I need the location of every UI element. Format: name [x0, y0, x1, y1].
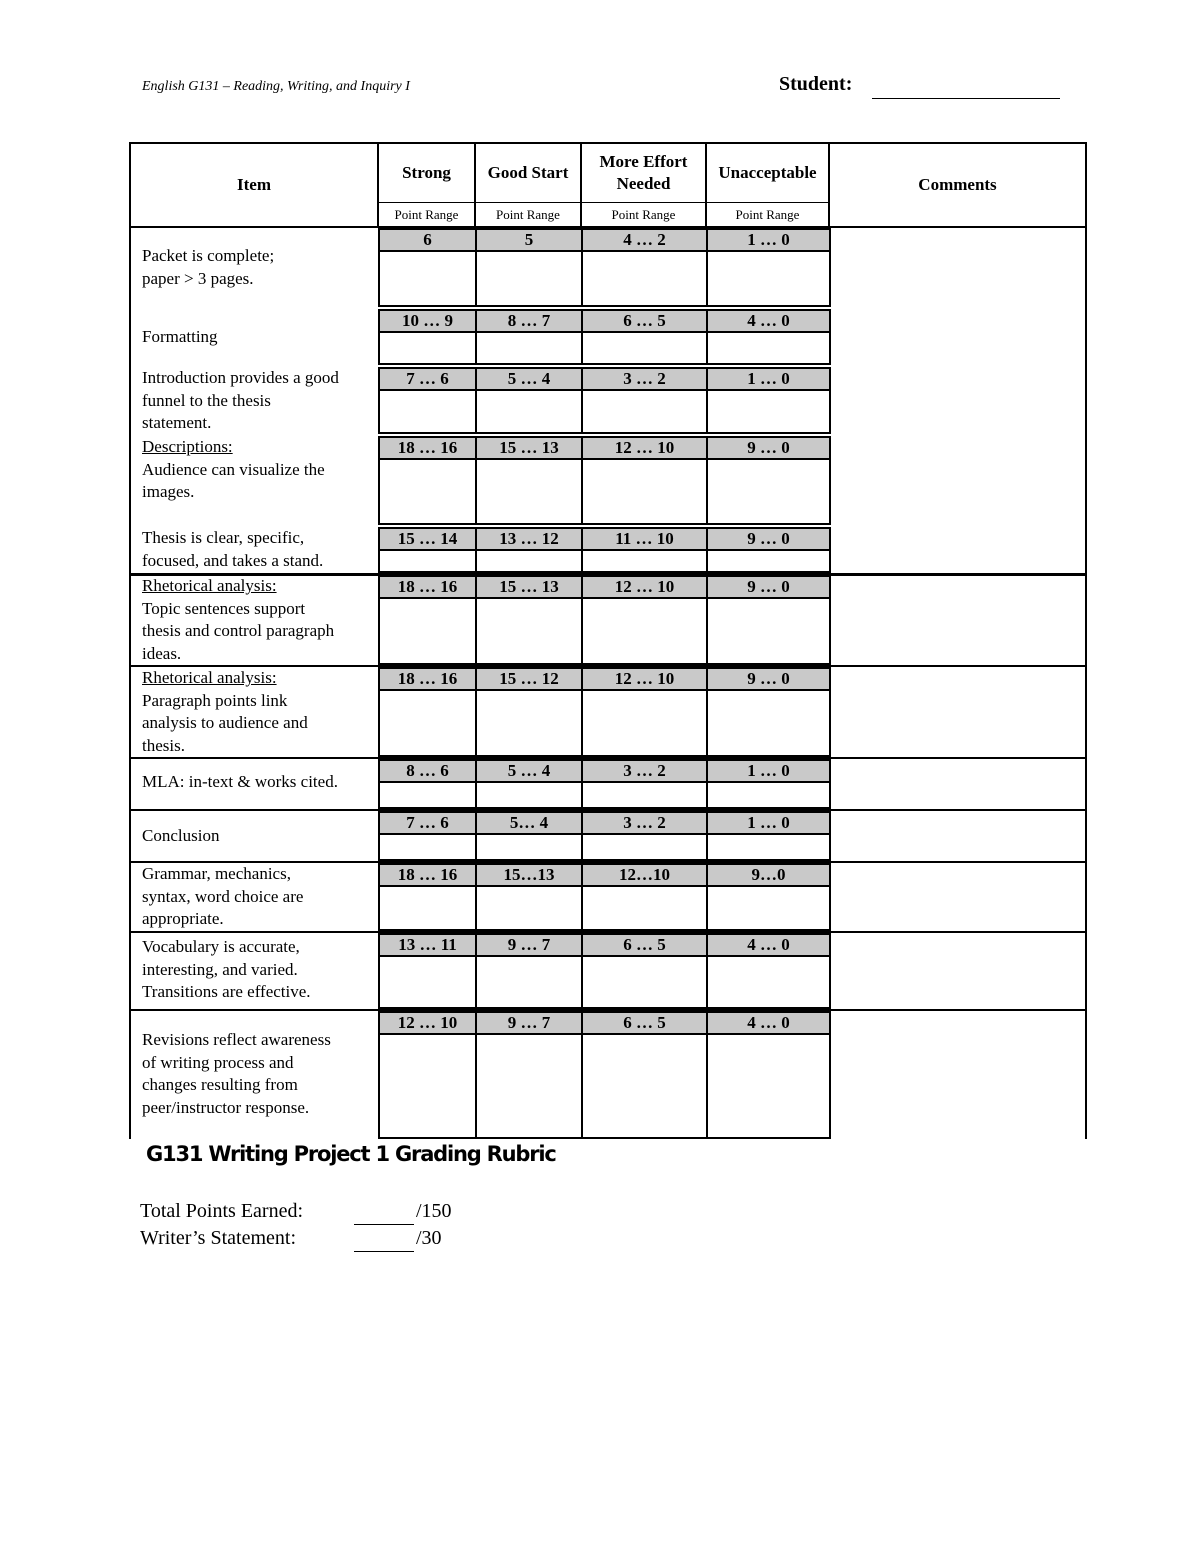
rubric-item	[142, 367, 377, 435]
score-range: 13 … 12	[475, 527, 583, 551]
score-range: 18 … 16	[378, 436, 477, 460]
total-points-blank[interactable]	[354, 1200, 414, 1225]
score-entry-cell[interactable]	[581, 458, 708, 525]
score-entry-cell[interactable]	[475, 389, 583, 434]
score-range: 4 … 2	[581, 228, 708, 252]
score-entry-cell[interactable]	[475, 458, 583, 525]
student-label: Student:	[779, 73, 853, 95]
score-range: 18 … 16	[378, 667, 477, 691]
score-entry-cell[interactable]	[378, 833, 477, 861]
score-range: 15 … 14	[378, 527, 477, 551]
score-range: 12 … 10	[581, 667, 708, 691]
score-entry-cell[interactable]	[378, 389, 477, 434]
rubric-item	[142, 863, 377, 931]
rubric-item	[142, 771, 377, 794]
score-range: 4 … 0	[706, 1011, 831, 1035]
score-range: 8 … 7	[475, 309, 583, 333]
score-range: 11 … 10	[581, 527, 708, 551]
score-range: 1 … 0	[706, 367, 831, 391]
total-points-row	[140, 1200, 452, 1223]
rubric-item-text: Paragraph points link analysis to audience and thesis.	[142, 690, 308, 755]
score-entry-cell[interactable]	[581, 389, 708, 434]
score-entry-cell[interactable]	[475, 250, 583, 307]
score-range: 9 … 7	[475, 1011, 583, 1035]
rubric-item-text: Thesis is clear, specific, focused, and takes a stand.	[142, 528, 324, 570]
header-strong: Strong	[402, 163, 451, 182]
score-range: 12 … 10	[581, 575, 708, 599]
rubric-item-text: Audience can visualize the images.	[142, 459, 325, 501]
rubric-item-heading: Rhetorical analysis:	[142, 576, 277, 595]
score-range: 4 … 0	[706, 309, 831, 333]
rubric-item	[142, 245, 377, 290]
score-entry-cell[interactable]	[706, 833, 831, 861]
score-range: 12 … 10	[581, 436, 708, 460]
score-entry-cell[interactable]	[475, 549, 583, 573]
score-range: 15 … 13	[475, 575, 583, 599]
score-entry-cell[interactable]	[581, 885, 708, 931]
score-range: 1 … 0	[706, 811, 831, 835]
writers-statement-max: /30	[416, 1227, 442, 1249]
score-range: 15 … 12	[475, 667, 583, 691]
score-entry-cell[interactable]	[378, 1033, 477, 1139]
score-range: 5	[475, 228, 583, 252]
score-entry-cell[interactable]	[706, 331, 831, 365]
score-entry-cell[interactable]	[706, 1033, 831, 1139]
score-entry-cell[interactable]	[581, 1033, 708, 1139]
header-unacceptable: Unacceptable	[718, 163, 817, 182]
rubric-item	[142, 1029, 377, 1119]
rubric-item-text: Packet is complete; paper > 3 pages.	[142, 246, 275, 288]
score-entry-cell[interactable]	[706, 549, 831, 573]
score-range: 18 … 16	[378, 863, 477, 887]
score-range: 7 … 6	[378, 811, 477, 835]
score-entry-cell[interactable]	[378, 250, 477, 307]
score-range: 5… 4	[475, 811, 583, 835]
score-range: 3 … 2	[581, 367, 708, 391]
rubric-item-heading: Rhetorical analysis:	[142, 668, 277, 687]
score-entry-cell[interactable]	[581, 250, 708, 307]
score-range: 3 … 2	[581, 811, 708, 835]
score-range: 9…0	[706, 863, 831, 887]
score-entry-cell[interactable]	[706, 458, 831, 525]
score-entry-cell[interactable]	[581, 549, 708, 573]
header-comments: Comments	[918, 175, 997, 194]
writers-statement-blank[interactable]	[354, 1227, 414, 1252]
score-range: 1 … 0	[706, 228, 831, 252]
score-entry-cell[interactable]	[378, 331, 477, 365]
score-entry-cell[interactable]	[706, 781, 831, 809]
total-points-label: Total Points Earned:	[140, 1200, 304, 1222]
rubric-item-text: Grammar, mechanics, syntax, word choice are appropriate.	[142, 864, 304, 928]
score-entry-cell[interactable]	[581, 689, 708, 757]
score-entry-cell[interactable]	[378, 885, 477, 931]
rubric-item-text: Formatting	[142, 327, 218, 346]
score-range: 3 … 2	[581, 759, 708, 783]
score-entry-cell[interactable]	[581, 833, 708, 861]
rubric-item-text: Vocabulary is accurate, interesting, and varied. Transitions are effective.	[142, 937, 311, 1001]
score-range: 4 … 0	[706, 933, 831, 957]
score-entry-cell[interactable]	[378, 597, 477, 665]
score-range: 9 … 7	[475, 933, 583, 957]
score-range: 15…13	[475, 863, 583, 887]
score-range: 8 … 6	[378, 759, 477, 783]
score-range: 12 … 10	[378, 1011, 477, 1035]
score-entry-cell[interactable]	[475, 955, 583, 1009]
score-range: 1 … 0	[706, 759, 831, 783]
score-range: 6 … 5	[581, 309, 708, 333]
table-border-left	[129, 142, 131, 1139]
score-entry-cell[interactable]	[706, 885, 831, 931]
score-entry-cell[interactable]	[706, 389, 831, 434]
score-entry-cell[interactable]	[475, 833, 583, 861]
rubric-item-text: Revisions reflect awareness of writing process and changes resulting from peer/instructor response.	[142, 1030, 331, 1117]
score-entry-cell[interactable]	[706, 955, 831, 1009]
rubric-item-text: Introduction provides a good funnel to the thesis statement.	[142, 368, 339, 432]
writers-statement-row	[140, 1227, 442, 1250]
score-range: 18 … 16	[378, 575, 477, 599]
score-entry-cell[interactable]	[475, 597, 583, 665]
score-range: 7 … 6	[378, 367, 477, 391]
point-range-label: Point Range	[394, 207, 459, 222]
score-range: 10 … 9	[378, 309, 477, 333]
rubric-item	[142, 667, 377, 757]
header-more-effort: More Effort Needed	[599, 152, 688, 193]
rubric-item-heading: Descriptions:	[142, 437, 233, 456]
rubric-item-text: MLA: in-text & works cited.	[142, 772, 338, 791]
rubric-item	[142, 825, 377, 848]
score-entry-cell[interactable]	[581, 597, 708, 665]
course-title: English G131 – Reading, Writing, and Inquiry I	[142, 79, 410, 94]
score-entry-cell[interactable]	[706, 250, 831, 307]
score-range: 15 … 13	[475, 436, 583, 460]
rubric-item-text: Topic sentences support thesis and control paragraph ideas.	[142, 598, 335, 663]
rubric-item	[142, 436, 377, 504]
score-range: 6	[378, 228, 477, 252]
point-range-label: Point Range	[611, 207, 676, 222]
score-range: 12…10	[581, 863, 708, 887]
score-entry-cell[interactable]	[706, 689, 831, 757]
score-range: 13 … 11	[378, 933, 477, 957]
score-entry-cell[interactable]	[378, 955, 477, 1009]
writers-statement-label: Writer’s Statement:	[140, 1227, 297, 1249]
score-range: 6 … 5	[581, 933, 708, 957]
header-item: Item	[237, 175, 271, 194]
rubric-item	[142, 326, 377, 349]
rubric-item	[142, 575, 377, 665]
student-name-blank[interactable]	[872, 98, 1060, 99]
score-entry-cell[interactable]	[378, 689, 477, 757]
score-range: 6 … 5	[581, 1011, 708, 1035]
score-entry-cell[interactable]	[581, 955, 708, 1009]
footer-title: G131 Writing Project 1 Grading Rubric	[146, 1142, 556, 1166]
table-border-right	[1085, 142, 1087, 1139]
score-entry-cell[interactable]	[581, 331, 708, 365]
score-range: 9 … 0	[706, 575, 831, 599]
score-entry-cell[interactable]	[475, 689, 583, 757]
score-entry-cell[interactable]	[475, 1033, 583, 1139]
point-range-label: Point Range	[735, 207, 800, 222]
total-points-max: /150	[416, 1200, 452, 1222]
score-entry-cell[interactable]	[475, 781, 583, 809]
rubric-item-text: Conclusion	[142, 826, 220, 845]
header-good-start: Good Start	[487, 163, 569, 182]
rubric-item	[142, 936, 377, 1004]
rubric-item	[142, 527, 377, 572]
score-entry-cell[interactable]	[475, 885, 583, 931]
score-range: 9 … 0	[706, 667, 831, 691]
score-range: 9 … 0	[706, 527, 831, 551]
score-entry-cell[interactable]	[581, 781, 708, 809]
score-range: 5 … 4	[475, 759, 583, 783]
score-entry-cell[interactable]	[378, 781, 477, 809]
score-entry-cell[interactable]	[706, 597, 831, 665]
score-entry-cell[interactable]	[378, 549, 477, 573]
score-range: 5 … 4	[475, 367, 583, 391]
point-range-label: Point Range	[496, 207, 560, 222]
score-entry-cell[interactable]	[475, 331, 583, 365]
score-range: 9 … 0	[706, 436, 831, 460]
score-entry-cell[interactable]	[378, 458, 477, 525]
